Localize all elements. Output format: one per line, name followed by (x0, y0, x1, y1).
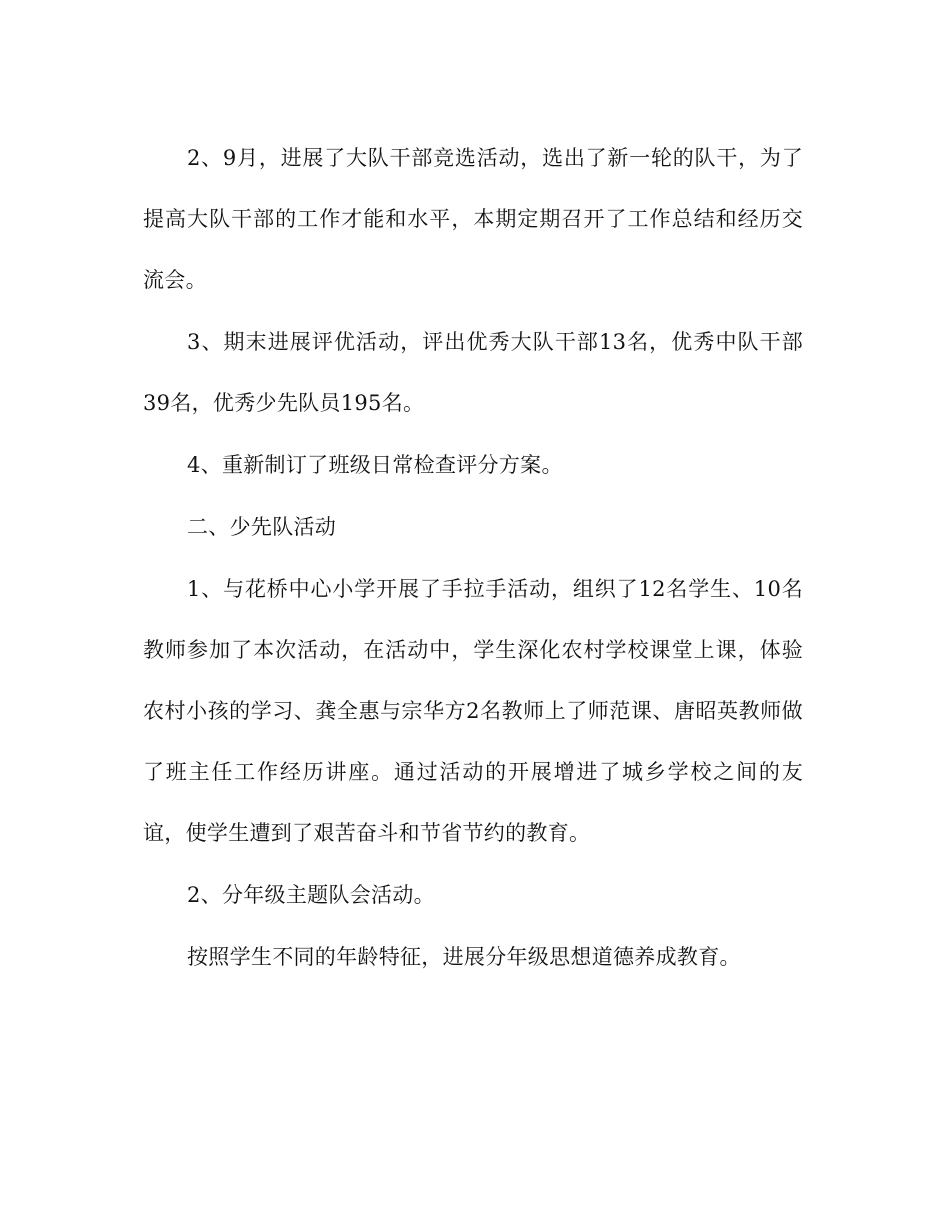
paragraph-grade-theme-meetings: 2、分年级主题队会活动。 (187, 883, 435, 907)
section-heading-activities: 二、少先队活动 (187, 515, 337, 539)
paragraph-hand-in-hand-activity: 1、与花桥中心小学开展了手拉手活动，组织了12名学生、10名教师参加了本次活动，在活动中，学生深化农村学校课堂上课，体验农村小孩的学习、龚全惠与宗华方2名教师上了师范课、唐昭英教师做了班主任工作经历讲座。通过活动的开展增进了城乡学校之间的友谊，使学生遭到了艰苦奋斗和节省节约的教育。 (143, 577, 803, 845)
paragraph-moral-education: 按照学生不同的年龄特征，进展分年级思想道德养成教育。 (187, 945, 741, 969)
document-body (143, 128, 803, 989)
paragraph-inspection-scheme: 4、重新制订了班级日常检查评分方案。 (187, 453, 563, 477)
paragraph-cadre-election: 2、9月，进展了大队干部竞选活动，选出了新一轮的队干，为了提高大队干部的工作才能和水平，本期定期召开了工作总结和经历交流会。 (143, 146, 803, 292)
paragraph-end-term-awards: 3、期末进展评优活动，评出优秀大队干部13名，优秀中队干部39名，优秀少先队员195名。 (143, 330, 803, 415)
